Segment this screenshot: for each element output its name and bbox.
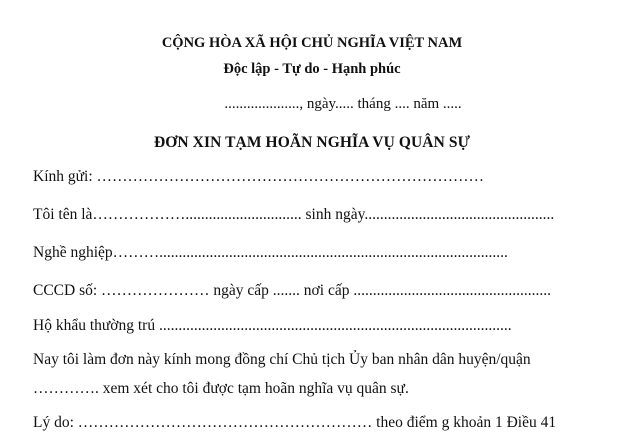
national-motto: Độc lập - Tự do - Hạnh phúc — [223, 61, 401, 77]
document-title: ĐƠN XIN TẠM HOÃN NGHĨA VỤ QUÂN SỰ — [153, 134, 471, 151]
recipient-line: Kính gửi: ………………………………………………………………… — [33, 168, 485, 185]
occupation-line: Nghề nghiệp……….......................................................................................... — [33, 244, 508, 261]
place-date-line: ...................., ngày..... tháng .... năm ..... — [224, 96, 462, 112]
reason-line: Lý do: ………………………………………………… theo điểm g khoản 1 Điều 41 — [33, 414, 557, 431]
id-card-line: CCCD số: ………………… ngày cấp ....... nơi cấp ................................................... — [33, 282, 551, 299]
national-header: CỘNG HÒA XÃ HỘI CHỦ NGHĨA VIỆT NAM — [161, 35, 463, 51]
request-line-1: Nay tôi làm đơn này kính mong đồng chí Chủ tịch Ủy ban nhân dân huyện/quận — [33, 351, 531, 368]
request-line-2: …………. xem xét cho tôi được tạm hoãn nghĩa vụ quân sự. — [33, 380, 409, 397]
residence-line: Hộ khẩu thường trú ........................................................................................... — [33, 317, 512, 334]
name-birth-line: Tôi tên là……………….............................. sinh ngày................................................. — [33, 206, 555, 223]
